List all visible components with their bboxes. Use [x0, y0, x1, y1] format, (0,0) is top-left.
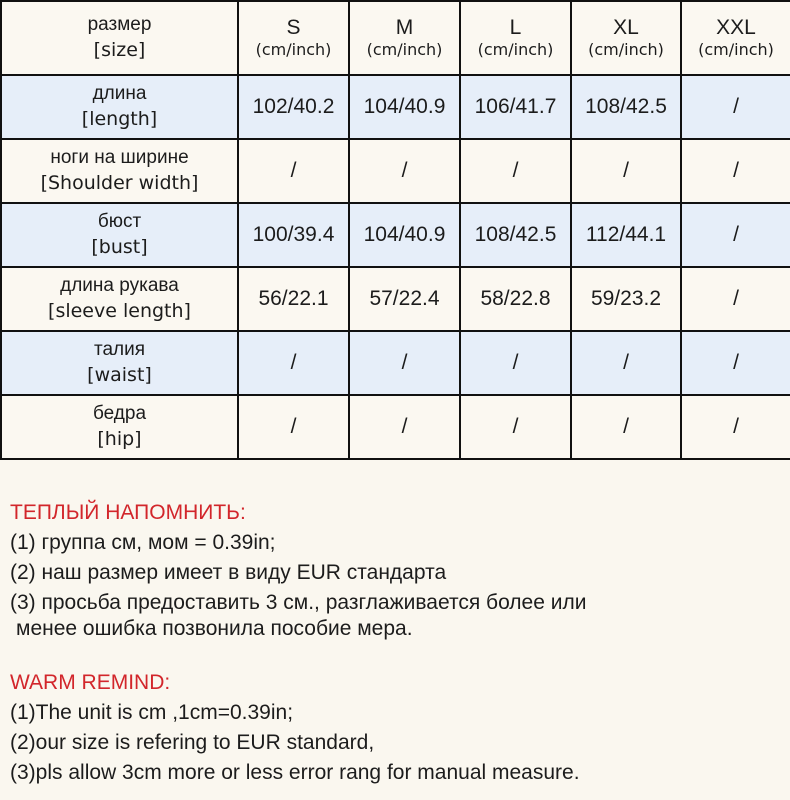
size-unit: (cm/inch)	[255, 40, 332, 59]
table-row-shoulder-width	[1, 139, 790, 203]
note-line: (2)our size is refering to EUR standard,	[10, 731, 375, 754]
row-label-ru: талия	[93, 339, 146, 360]
notes-section	[10, 498, 780, 788]
table-header-row	[1, 1, 790, 75]
size-header-m	[349, 1, 460, 75]
table-cell: /	[571, 139, 681, 203]
table-cell: /	[460, 395, 571, 459]
row-label	[1, 203, 238, 267]
table-cell: /	[460, 139, 571, 203]
table-cell: 108/42.5	[571, 75, 681, 139]
row-label-en: [bust]	[91, 236, 148, 258]
table-row-bust	[1, 203, 790, 267]
row-label	[1, 267, 238, 331]
note-line: (1)The unit is cm ,1cm=0.39in;	[10, 701, 294, 724]
table-row-length	[1, 75, 790, 139]
size-header-l	[460, 1, 571, 75]
table-cell: /	[571, 395, 681, 459]
table-cell: /	[571, 331, 681, 395]
notes-title-ru: ТЕПЛЫЙ НАПОМНИТЬ:	[10, 501, 246, 524]
table-cell: /	[460, 331, 571, 395]
row-label-ru: бедра	[92, 403, 147, 424]
size-header-xl	[571, 1, 681, 75]
table-cell: 102/40.2	[238, 75, 349, 139]
table-cell: /	[238, 395, 349, 459]
row-label	[1, 139, 238, 203]
table-cell: 112/44.1	[571, 203, 681, 267]
size-name: M	[395, 16, 414, 39]
notes-title-en: WARM REMIND:	[10, 671, 171, 694]
size-name: XL	[613, 16, 639, 39]
row-label	[1, 331, 238, 395]
size-unit: (cm/inch)	[698, 40, 774, 59]
table-cell: /	[681, 267, 790, 331]
table-cell: 100/39.4	[238, 203, 349, 267]
table-cell: /	[238, 139, 349, 203]
row-label-en: [sleeve length]	[48, 300, 191, 322]
size-header-xxl	[681, 1, 790, 75]
row-label-ru: бюст	[97, 211, 142, 232]
note-line: (3) просьба предоставить 3 см., разглаживается более или	[10, 591, 587, 614]
table-cell: /	[681, 203, 790, 267]
table-cell: 57/22.4	[349, 267, 460, 331]
size-unit: (cm/inch)	[588, 40, 664, 59]
table-cell: 108/42.5	[460, 203, 571, 267]
row-label-ru: длина	[92, 83, 147, 104]
note-line: (3)pls allow 3cm more or less error rang for manual measure.	[10, 761, 580, 784]
size-header-s	[238, 1, 349, 75]
row-label-ru: ноги на ширине	[50, 147, 189, 168]
size-unit: (cm/inch)	[366, 40, 443, 59]
table-cell: /	[238, 331, 349, 395]
note-line: (1) группа см, мом = 0.39in;	[10, 531, 276, 554]
table-cell: 59/23.2	[571, 267, 681, 331]
table-cell: /	[681, 395, 790, 459]
row-label	[1, 395, 238, 459]
row-label-en: [hip]	[97, 428, 142, 450]
size-label-cell	[1, 1, 238, 75]
size-name: XXL	[716, 16, 756, 39]
table-cell: /	[681, 331, 790, 395]
table-cell: 104/40.9	[349, 203, 460, 267]
size-unit: (cm/inch)	[477, 40, 554, 59]
row-label-en: [Shoulder width]	[40, 172, 199, 194]
table-row-hip	[1, 395, 790, 459]
size-label-ru: размер	[87, 14, 152, 35]
table-cell: /	[681, 139, 790, 203]
row-label-en: [length]	[81, 108, 158, 130]
size-label-en: [size]	[93, 39, 146, 61]
table-cell: /	[349, 331, 460, 395]
table-cell: /	[349, 395, 460, 459]
row-label-ru: длина рукава	[60, 275, 179, 296]
table-cell: 104/40.9	[349, 75, 460, 139]
table-cell: /	[681, 75, 790, 139]
table-cell: 58/22.8	[460, 267, 571, 331]
size-name: L	[509, 16, 522, 39]
table-cell: /	[349, 139, 460, 203]
table-row-waist	[1, 331, 790, 395]
notes-spacer	[10, 640, 780, 668]
row-label-en: [waist]	[87, 364, 152, 386]
table-cell: 56/22.1	[238, 267, 349, 331]
note-line: менее ошибка позвонила пособие мера.	[16, 617, 413, 640]
row-label	[1, 75, 238, 139]
table-cell: 106/41.7	[460, 75, 571, 139]
note-line: (2) наш размер имеет в виду EUR стандарта	[10, 561, 447, 584]
size-name: S	[286, 16, 301, 39]
table-row-sleeve-length	[1, 267, 790, 331]
